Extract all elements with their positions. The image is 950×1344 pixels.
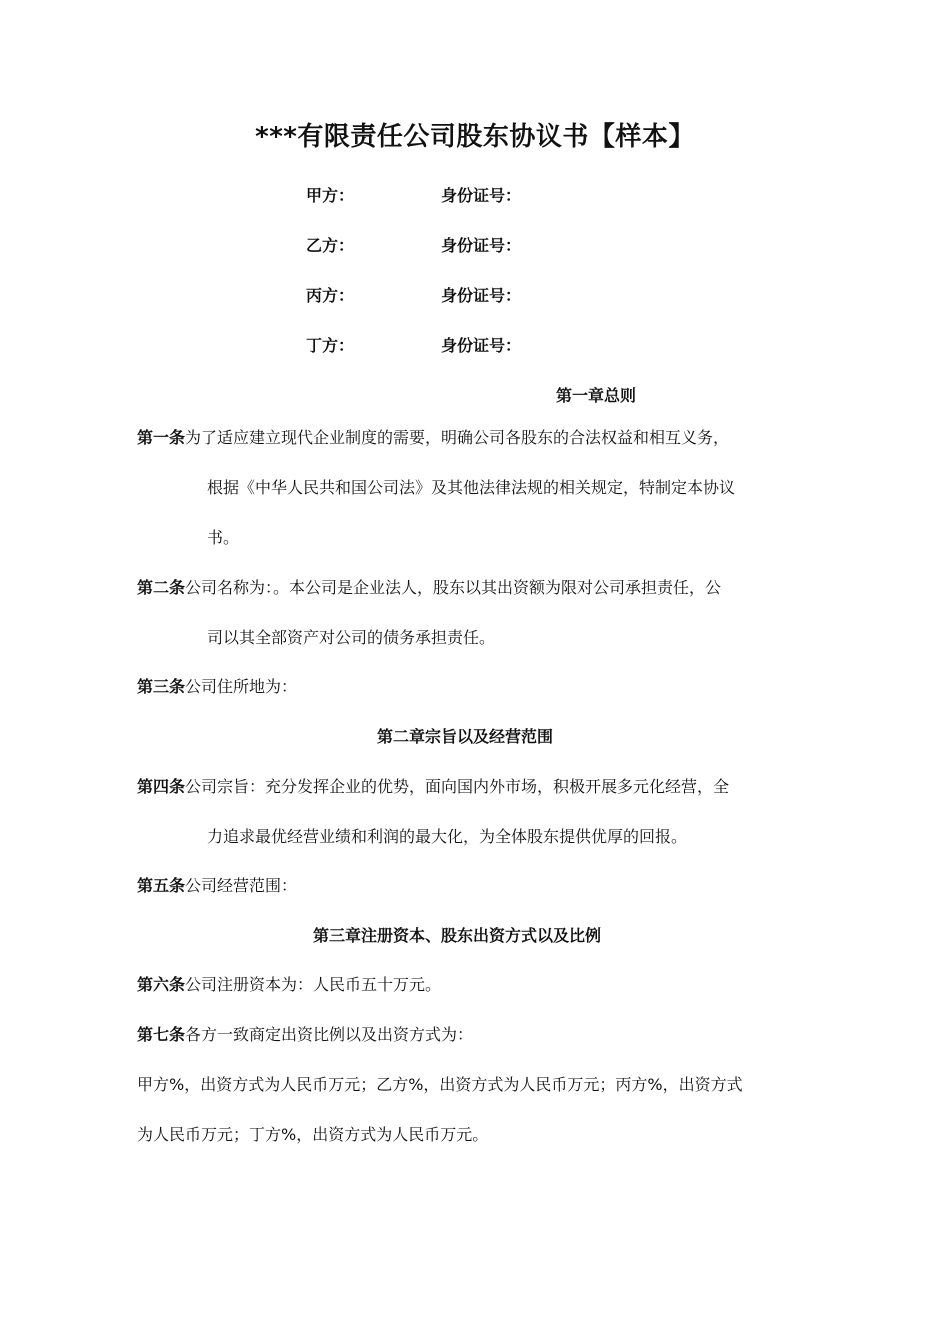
article-text: 各方一致商定出资比例以及出资方式为：: [185, 1025, 474, 1044]
article-1-line-3: 书。: [207, 528, 240, 547]
party-row-jia: [0, 183, 950, 209]
party-row-ding: [0, 333, 950, 359]
article-6-line-1: [137, 972, 441, 998]
article-label: 第六条: [137, 975, 186, 994]
party-name: 甲方：: [306, 186, 355, 205]
document-title: ***有限责任公司股东协议书【样本】: [255, 122, 695, 152]
party-id-label: 身份证号：: [441, 336, 522, 355]
article-label: 第四条: [137, 777, 186, 796]
chapter-heading-1: 第一章总则: [556, 386, 637, 405]
party-name: 丁方：: [306, 336, 355, 355]
article-2-line-2: 司以其全部资产对公司的债务承担责任。: [207, 628, 496, 647]
chapter-heading-3: 第三章注册资本、股东出资方式以及比例: [313, 926, 602, 945]
party-row-yi: [0, 233, 950, 259]
article-text: 公司宗旨：充分发挥企业的优势，面向国内外市场，积极开展多元化经营，全: [185, 777, 730, 796]
article-text: 公司注册资本为：人民币五十万元。: [185, 975, 442, 994]
article-3-line-1: [137, 674, 297, 700]
article-1-line-2: 根据《中华人民共和国公司法》及其他法律法规的相关规定，特制定本协议: [207, 478, 736, 497]
article-label: 第三条: [137, 677, 186, 696]
party-name: 乙方：: [306, 236, 355, 255]
article-label: 第七条: [137, 1025, 186, 1044]
article-4-line-2: 力追求最优经营业绩和利润的最大化，为全体股东提供优厚的回报。: [207, 827, 688, 846]
article-text: 公司经营范围：: [185, 876, 298, 895]
article-2-line-1: [137, 575, 721, 601]
party-id-label: 身份证号：: [441, 186, 522, 205]
article-7-line-1: [137, 1022, 473, 1048]
party-id-label: 身份证号：: [441, 286, 522, 305]
article-4-line-1: [137, 774, 729, 800]
contribution-line-2: 为人民币万元；丁方%，出资方式为人民币万元。: [137, 1125, 489, 1144]
article-label: 第一条: [137, 428, 186, 447]
article-label: 第五条: [137, 876, 186, 895]
party-id-label: 身份证号：: [441, 236, 522, 255]
article-text: 公司住所地为：: [185, 677, 298, 696]
party-name: 丙方：: [306, 286, 355, 305]
party-row-bing: [0, 283, 950, 309]
chapter-heading-2: 第二章宗旨以及经营范围: [377, 727, 554, 746]
article-5-line-1: [137, 873, 297, 899]
contribution-line-1: 甲方%，出资方式为人民币万元；乙方%，出资方式为人民币万元；丙方%，出资方式: [137, 1075, 743, 1094]
article-label: 第二条: [137, 578, 186, 597]
article-text: 为了适应建立现代企业制度的需要，明确公司各股东的合法权益和相互义务，: [185, 428, 730, 447]
article-text: 公司名称为：。本公司是企业法人，股东以其出资额为限对公司承担责任，公: [185, 578, 722, 597]
article-1-line-1: [137, 425, 729, 451]
